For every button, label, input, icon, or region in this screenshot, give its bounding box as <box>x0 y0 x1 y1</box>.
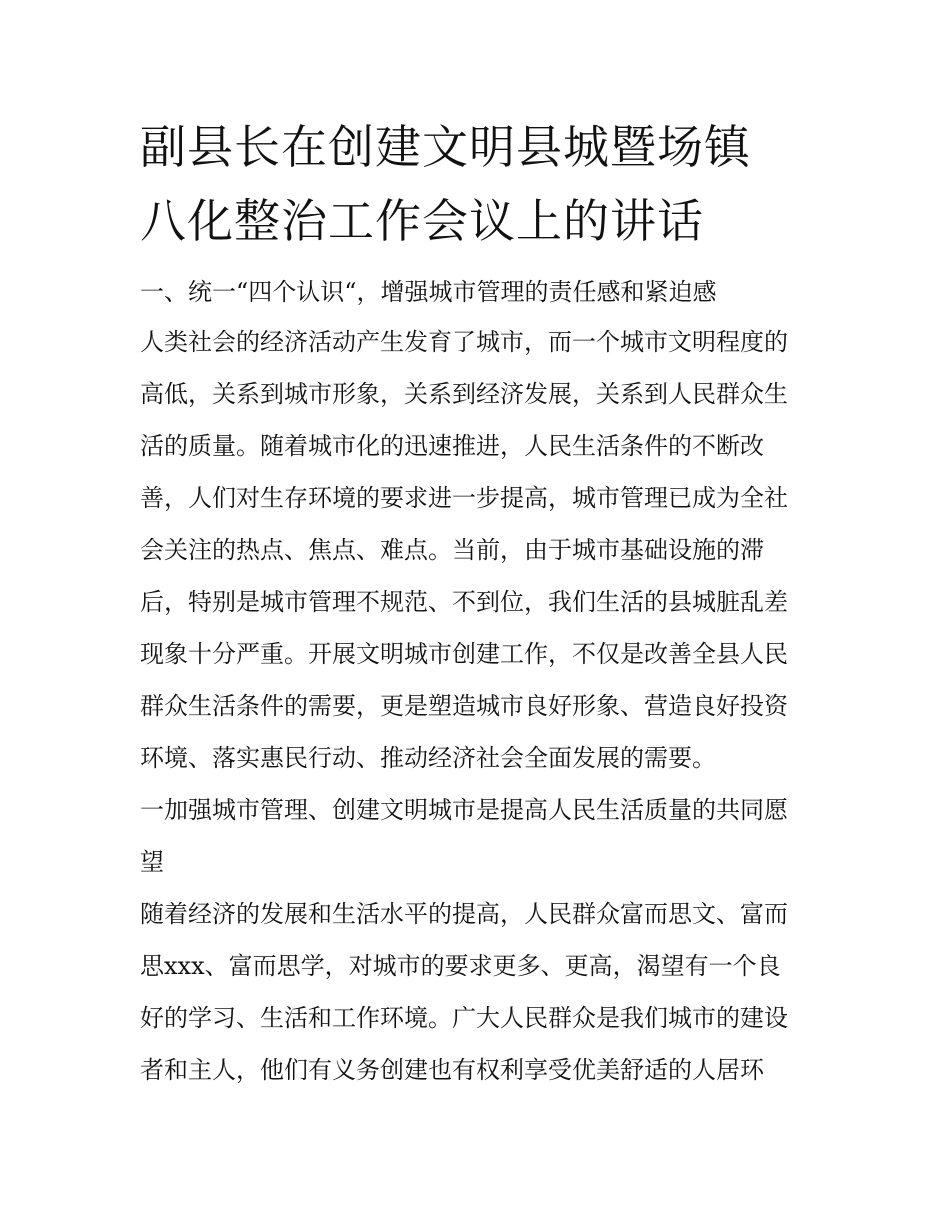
text-line: 后，特别是城市管理不规范、不到位，我们生活的县城脏乱差 <box>140 588 788 616</box>
text-line: 好的学习、生活和工作环境。广大人民群众是我们城市的建设 <box>140 1004 788 1032</box>
text-line: 活的质量。随着城市化的迅速推进，人民生活条件的不断改 <box>140 432 764 460</box>
text-line: 思xxx、富而思学，对城市的要求更多、更高，渴望有一个良 <box>140 952 781 980</box>
document-title <box>140 110 820 258</box>
section-heading: 一、统一“四个认识“，增强城市管理的责任感和紧迫感 <box>140 278 717 306</box>
document-body <box>140 110 820 1096</box>
text-line: 者和主人，他们有义务创建也有权利享受优美舒适的人居环 <box>140 1056 764 1084</box>
paragraph <box>140 888 820 1096</box>
text-line: 高低，关系到城市形象，关系到经济发展，关系到人民群众生 <box>140 380 788 408</box>
paragraph <box>140 316 820 784</box>
text-line: 群众生活条件的需要，更是塑造城市良好形象、营造良好投资 <box>140 692 788 720</box>
text-line: 随着经济的发展和生活水平的提高，人民群众富而思文、富而 <box>140 900 788 928</box>
text-line: 望 <box>140 848 164 876</box>
subheading <box>140 784 820 888</box>
text-line: 环境、落实惠民行动、推动经济社会全面发展的需要。 <box>140 744 716 772</box>
text-line: 会关注的热点、焦点、难点。当前，由于城市基础设施的滞 <box>140 536 764 564</box>
text-line: 现象十分严重。开展文明城市创建工作，不仅是改善全县人民 <box>140 640 788 668</box>
title-line: 八化整治工作会议上的讲话 <box>140 194 704 248</box>
title-line: 副县长在创建文明县城暨场镇 <box>140 120 751 174</box>
text-line: 善，人们对生存环境的要求进一步提高，城市管理已成为全社 <box>140 484 788 512</box>
text-line: 人类社会的经济活动产生发育了城市，而一个城市文明程度的 <box>140 328 788 356</box>
text-line: 一加强城市管理、创建文明城市是提高人民生活质量的共同愿 <box>140 796 788 824</box>
